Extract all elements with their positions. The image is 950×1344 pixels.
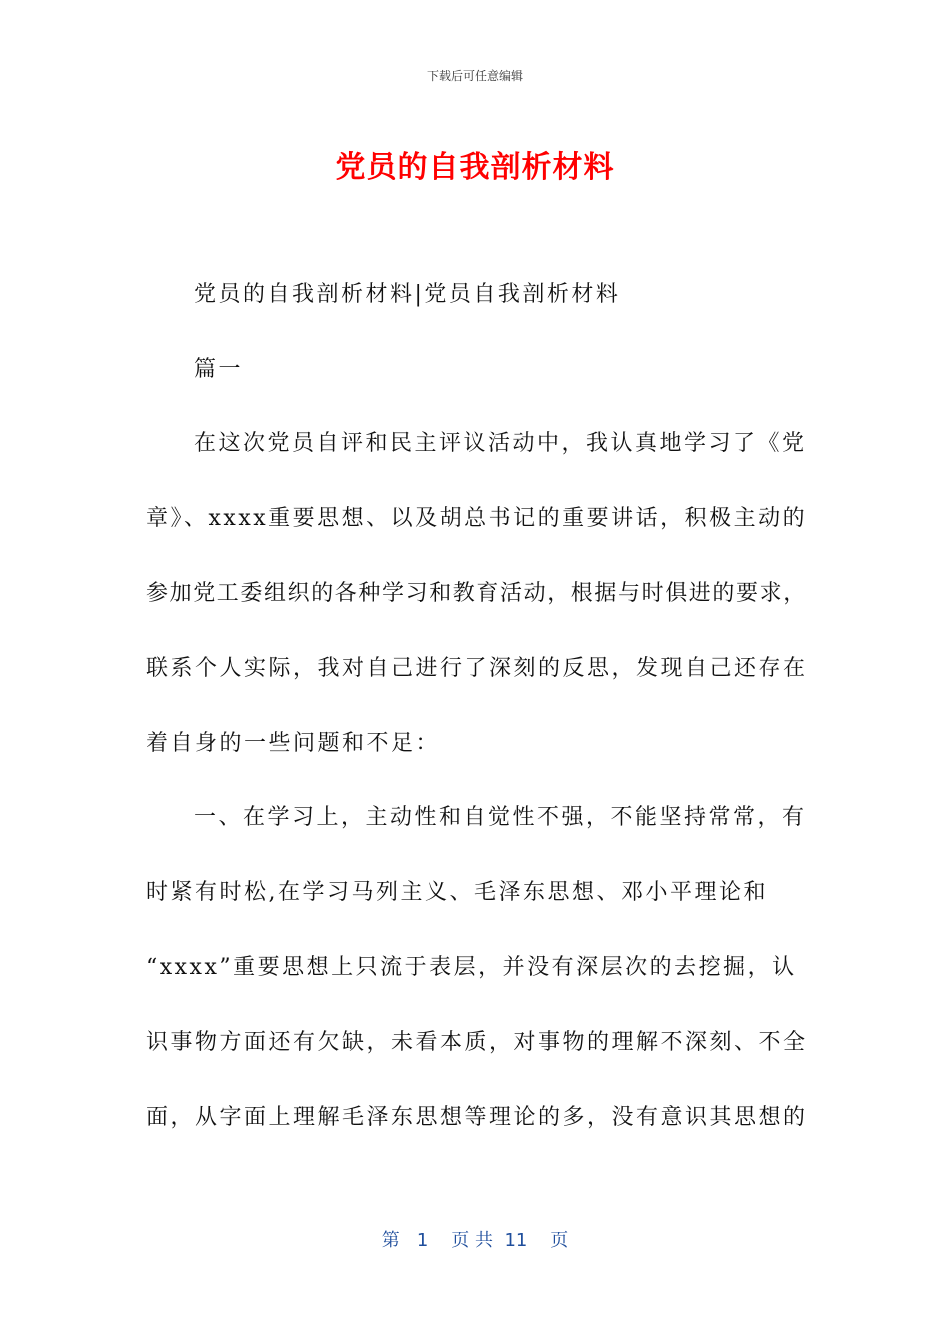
document-title: 党员的自我剖析材料 xyxy=(335,150,615,185)
footer-prefix: 第 xyxy=(381,1230,400,1251)
body-line-7: 时紧有时松,在学习马列主义、毛泽东思想、邓小平理论和 xyxy=(146,880,768,905)
body-line-4: 联系个人实际，我对自己进行了深刻的反思，发现自己还存在 xyxy=(146,656,808,681)
page-footer xyxy=(0,1226,950,1252)
body-line-10: 面，从字面上理解毛泽东思想等理论的多，没有意识其思想的 xyxy=(146,1105,808,1130)
body-line-3: 参加党工委组织的各种学习和教育活动，根据与时俱进的要求， xyxy=(146,581,807,606)
footer-suffix: 页 xyxy=(550,1230,569,1251)
footer-page-number: 1 xyxy=(416,1230,429,1251)
body-line-2: 章》、xxxx重要思想、以及胡总书记的重要讲话，积极主动的 xyxy=(146,506,808,531)
header-note: 下载后可任意编辑 xyxy=(426,69,523,83)
section-heading: 篇一 xyxy=(194,357,244,382)
footer-total-pages: 11 xyxy=(504,1230,528,1251)
body-line-8: “xxxx”重要思想上只流于表层，并没有深层次的去挖掘，认 xyxy=(146,955,797,980)
subtitle-line: 党员的自我剖析材料|党员自我剖析材料 xyxy=(194,282,621,307)
footer-middle: 页 共 xyxy=(451,1230,493,1251)
body-line-6: 一、在学习上，主动性和自觉性不强，不能坚持常常，有 xyxy=(194,805,807,830)
body-line-5: 着自身的一些问题和不足： xyxy=(146,731,441,756)
body-line-1: 在这次党员自评和民主评议活动中，我认真地学习了《党 xyxy=(194,431,807,456)
body-line-9: 识事物方面还有欠缺，未看本质，对事物的理解不深刻、不全 xyxy=(146,1030,808,1055)
